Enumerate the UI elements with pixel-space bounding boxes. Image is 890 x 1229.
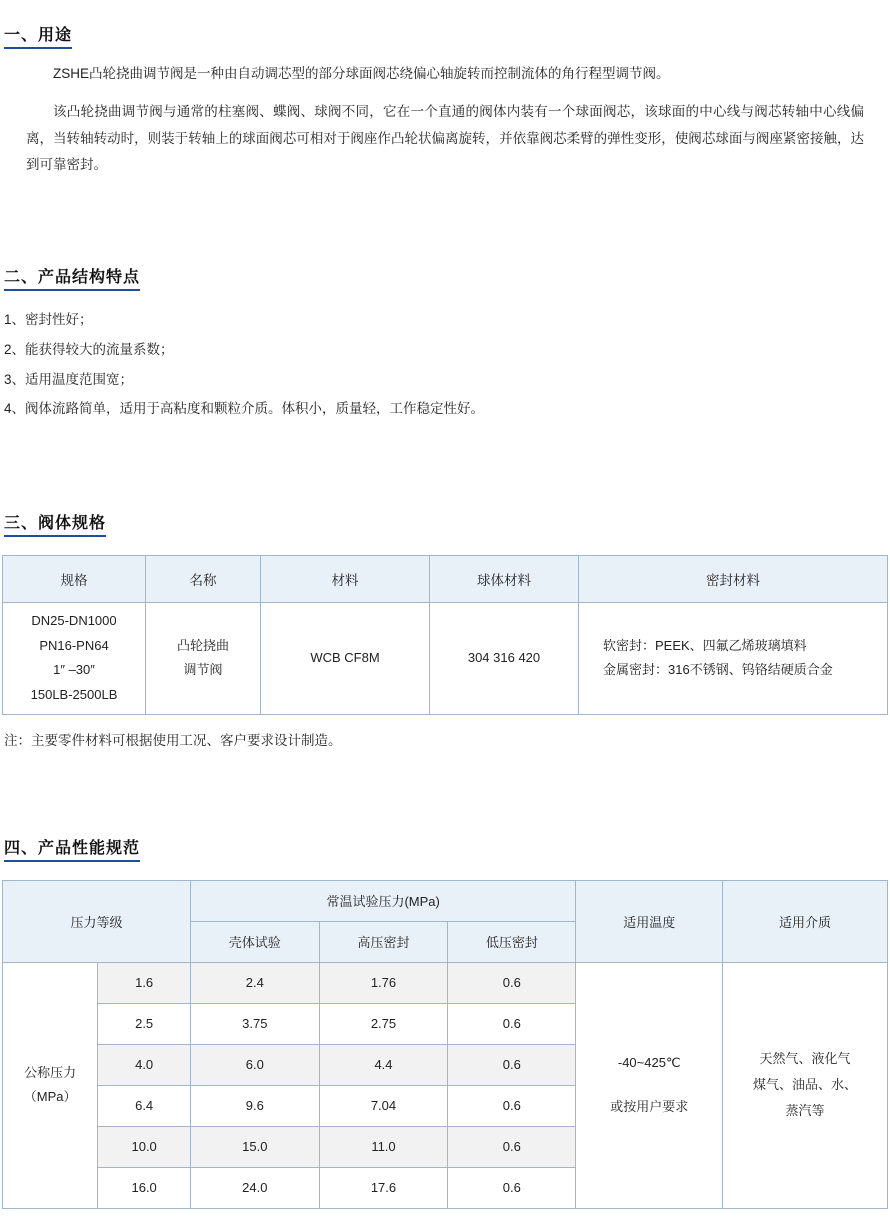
cell-shell: 24.0	[190, 1167, 319, 1208]
medium-line: 天然气、液化气	[759, 1051, 851, 1067]
cell-class: 2.5	[98, 1003, 191, 1044]
cell-material: WCB CF8M	[261, 603, 430, 715]
section-1-paragraph-1: ZSHE凸轮挠曲调节阀是一种由自动调芯型的部分球面阀芯绕偏心轴旋转而控制流体的角行程型调节阀。	[53, 66, 670, 81]
list-item: 3、适用温度范围宽；	[4, 371, 134, 387]
col-header-shell-test: 壳体试验	[190, 921, 319, 962]
spacer-1	[0, 178, 890, 264]
cell-shell: 2.4	[190, 962, 319, 1003]
spec-line: 150LB-2500LB	[30, 687, 118, 703]
performance-table	[2, 880, 888, 1209]
section-1-heading-wrap	[0, 22, 890, 49]
col-header-pressure-class: 压力等级	[3, 880, 191, 962]
section-1-paragraph-2: 该凸轮挠曲调节阀与通常的柱塞阀、蝶阀、球阀不同，它在一个直通的阀体内装有一个球面阀芯，该球面的中心线与阀芯转轴中心线偏离，当转轴转动时，则装于转轴上的球面阀芯可相对于阀座作凸轮状偏离旋转，并依靠阀芯柔臂的弹性变形，使阀芯球面与阀座紧密接触，达到可靠密封。	[26, 104, 864, 172]
section-1-heading: 一、用途	[4, 22, 72, 49]
cell-class: 6.4	[98, 1085, 191, 1126]
col-header-ball-material: 球体材料	[430, 556, 579, 603]
feature-list	[4, 305, 886, 424]
col-header-name: 名称	[146, 556, 261, 603]
medium-line: 煤气、油品、水、	[753, 1077, 858, 1093]
cell-shell: 6.0	[190, 1044, 319, 1085]
name-line: 调节阀	[183, 662, 223, 678]
cell-class: 10.0	[98, 1126, 191, 1167]
cell-shell: 3.75	[190, 1003, 319, 1044]
cell-nominal-pressure-label	[3, 962, 98, 1208]
section-structure-features	[0, 264, 890, 424]
cell-low: 0.6	[448, 962, 576, 1003]
spec-line: DN25-DN1000	[31, 613, 117, 628]
col-header-medium: 适用介质	[723, 880, 888, 962]
cell-high: 4.4	[319, 1044, 448, 1085]
cell-high: 17.6	[319, 1167, 448, 1208]
name-line: 凸轮挠曲	[176, 637, 229, 653]
cell-class: 4.0	[98, 1044, 191, 1085]
cell-temperature	[576, 962, 723, 1208]
seal-line: 金属密封：316不锈钢、钨铬结硬质合金	[603, 662, 833, 678]
section-4-heading: 四、产品性能规范	[4, 835, 140, 862]
temp-gap	[580, 1076, 718, 1094]
cell-high: 11.0	[319, 1126, 448, 1167]
cell-shell: 9.6	[190, 1085, 319, 1126]
cell-seal-material	[579, 603, 888, 715]
section-2-heading: 二、产品结构特点	[4, 264, 140, 291]
table-header-row	[3, 880, 888, 921]
cell-high: 7.04	[319, 1085, 448, 1126]
section-purpose	[0, 22, 890, 178]
col-header-temperature: 适用温度	[576, 880, 723, 962]
table-header-row	[3, 556, 888, 603]
cell-name	[146, 603, 261, 715]
section-performance-spec	[0, 835, 890, 1209]
spec-line: 1″ –30″	[53, 662, 95, 678]
cell-class: 1.6	[98, 962, 191, 1003]
cell-ball-material: 304 316 420	[430, 603, 579, 715]
cell-low: 0.6	[448, 1126, 576, 1167]
spec-table-note: 注：主要零件材料可根据使用工况、客户要求设计制造。	[4, 732, 342, 748]
list-item: 2、能获得较大的流量系数；	[4, 341, 174, 357]
list-item: 1、密封性好；	[4, 312, 93, 328]
section-2-heading-wrap	[0, 264, 890, 291]
valve-spec-table	[2, 555, 888, 715]
section-3-heading-wrap	[0, 510, 890, 537]
col-header-high-seal: 高压密封	[319, 921, 448, 962]
table-row	[3, 603, 888, 715]
spacer-3	[0, 749, 890, 835]
medium-line: 蒸汽等	[785, 1103, 825, 1119]
cell-high: 2.75	[319, 1003, 448, 1044]
col-header-test-pressure: 常温试验压力(MPa)	[190, 880, 575, 921]
table-row	[3, 962, 888, 1003]
cell-spec	[3, 603, 146, 715]
cell-low: 0.6	[448, 1003, 576, 1044]
col-header-low-seal: 低压密封	[448, 921, 576, 962]
spacer-2	[0, 424, 890, 510]
label-line: （MPa）	[23, 1089, 77, 1105]
cell-high: 1.76	[319, 962, 448, 1003]
cell-low: 0.6	[448, 1085, 576, 1126]
temp-line: -40~425℃	[617, 1055, 681, 1071]
temp-line: 或按用户要求	[610, 1099, 689, 1115]
section-valve-specs	[0, 510, 890, 749]
section-3-heading: 三、阀体规格	[4, 510, 106, 537]
col-header-spec: 规格	[3, 556, 146, 603]
section-4-heading-wrap	[0, 835, 890, 862]
cell-class: 16.0	[98, 1167, 191, 1208]
label-line: 公称压力	[24, 1064, 77, 1080]
seal-line: 软密封：PEEK、四氟乙烯玻璃填料	[603, 637, 807, 653]
cell-low: 0.6	[448, 1167, 576, 1208]
list-item: 4、阀体流路简单，适用于高粘度和颗粒介质。体积小，质量轻，工作稳定性好。	[4, 401, 485, 417]
cell-medium	[723, 962, 888, 1208]
col-header-material: 材料	[261, 556, 430, 603]
cell-low: 0.6	[448, 1044, 576, 1085]
cell-shell: 15.0	[190, 1126, 319, 1167]
spec-line: PN16-PN64	[39, 637, 109, 653]
col-header-seal-material: 密封材料	[579, 556, 888, 603]
